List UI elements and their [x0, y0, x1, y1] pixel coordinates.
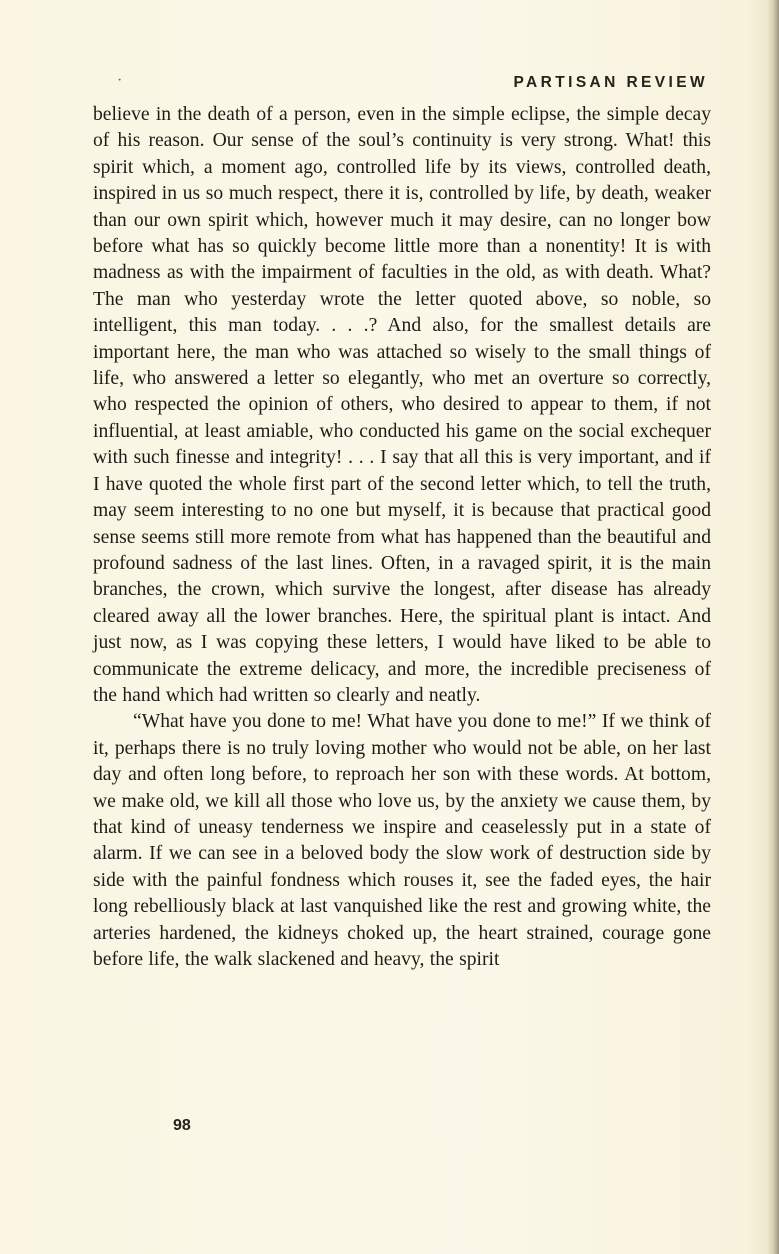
- body-text: [93, 102, 711, 973]
- paragraph-1: believe in the death of a person, even in the simple eclipse, the simple decay of his reason. Our sense of the soul’s continuity is very strong. What! this spirit which, a moment ago, controlled life by its views, controlled death, inspired in us so much respect, there it is, controlled by life, by death, weaker than our own spirit which, however much it may desire, can no longer bow before what has so quickly become little more than a nonentity! It is with madness as with the impairment of faculties in the old, as with death. What? The man who yesterday wrote the letter quoted above, so noble, so intelligent, this man today. . . .? And also, for the smallest details are important here, the man who was attached so wisely to the small things of life, who answered a letter so elegantly, who met an overture so correctly, who respected the opinion of others, who desired to appear to them, if not influential, at least amiable, who conducted his game on the social exchequer with such finesse and integrity! . . . I say that all this is very important, and if I have quoted the whole first part of the second letter which, to tell the truth, may seem interesting to no one but myself, it is because that practical good sense seems still more remote from what has happened than the beautiful and profound sadness of the last lines. Often, in a ravaged spirit, it is the main branches, the crown, which survive the longest, after disease has already cleared away all the lower branches. Here, the spiritual plant is intact. And just now, as I was copying these letters, I would have liked to be able to communicate the extreme delicacy, and more, the incredible preciseness of the hand which had written so clearly and neatly.: [93, 104, 711, 706]
- page-edge-shadow: [767, 0, 779, 1254]
- header-marker: ·: [117, 72, 123, 89]
- paragraph-2: “What have you done to me! What have you done to me!” If we think of it, perhaps there is no truly loving mother who would not be able, on her last day and often long before, to reproach her son with these words. At bottom, we make old, we kill all those who love us, by the anxiety we cause them, by that kind of uneasy tenderness we inspire and ceaselessly put in a state of alarm. If we can see in a beloved body the slow work of destruction side by side with the painful fondness which rouses it, see the faded eyes, the hair long rebelliously black at last vanquished like the rest and growing white, the arteries hardened, the kidneys choked up, the heart strained, courage gone before life, the walk slackened and heavy, the spirit: [93, 711, 711, 970]
- running-head: PARTISAN REVIEW: [513, 74, 708, 91]
- page-number: 98: [173, 1117, 191, 1134]
